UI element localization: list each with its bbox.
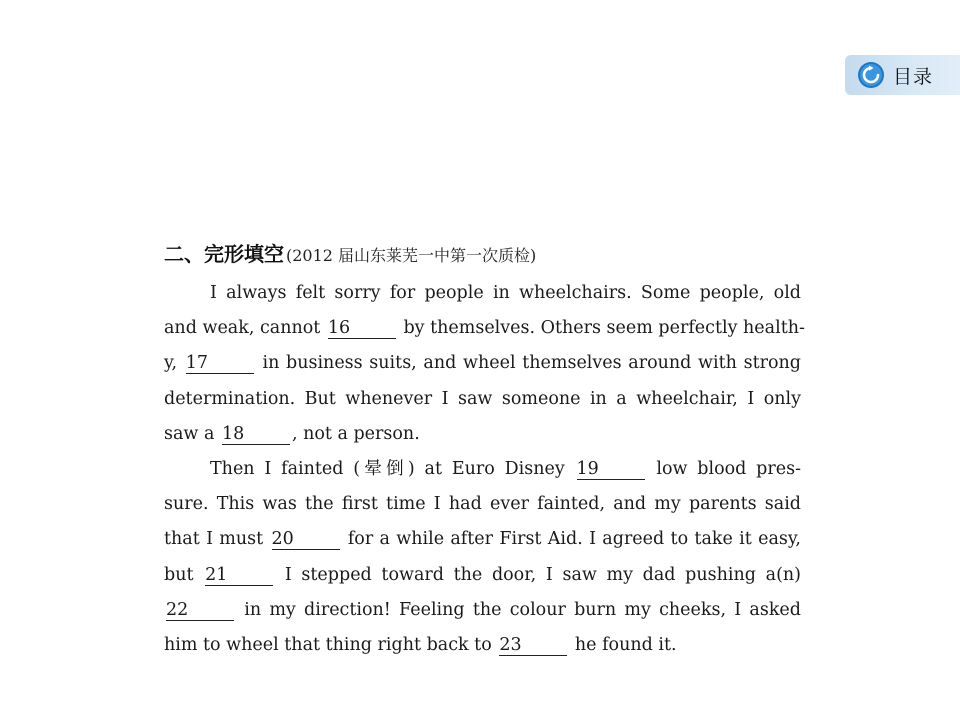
passage-text: determination. But whenever I saw someone in a wheelchair, I only xyxy=(164,388,801,409)
passage-line xyxy=(164,593,801,628)
passage-text: in my direction! Feeling the colour burn my cheeks, I asked xyxy=(236,599,801,620)
passage-line xyxy=(164,487,801,522)
passage-text: saw a xyxy=(164,423,220,444)
blank-18[interactable]: 18 xyxy=(222,424,290,445)
passage-text: y, xyxy=(164,353,184,374)
passage-text: sure. This was the first time I had ever fainted, and my parents said xyxy=(164,494,801,515)
passage-text: he found it. xyxy=(569,634,677,655)
passage-text: for a while after First Aid. I agreed to take it easy, xyxy=(341,529,801,550)
refresh-circle-icon xyxy=(857,61,885,89)
passage-text: I stepped toward the door, I saw my dad pushing a(n) xyxy=(275,564,801,585)
passage-line xyxy=(164,522,801,557)
toc-label: 目录 xyxy=(893,65,934,88)
blank-23[interactable]: 23 xyxy=(499,635,567,656)
blank-16[interactable]: 16 xyxy=(328,318,396,339)
section-title: 二、完形填空 xyxy=(164,242,284,266)
passage-line xyxy=(164,417,801,452)
blank-17[interactable]: 17 xyxy=(186,353,254,374)
passage-line xyxy=(164,276,801,311)
passage-text: him to wheel that thing right back to xyxy=(164,634,498,655)
passage-text: by themselves. Others seem perfectly health- xyxy=(397,318,805,339)
passage xyxy=(164,276,805,663)
passage-text: in business suits, and wheel themselves around with strong xyxy=(255,353,801,374)
passage-text: that I must xyxy=(164,529,270,550)
passage-line xyxy=(164,382,801,417)
passage-text: and weak, cannot xyxy=(164,318,326,339)
passage-text: I always felt sorry for people in wheelchairs. Some people, old xyxy=(210,283,801,303)
toc-button[interactable] xyxy=(845,55,960,95)
passage-text: but xyxy=(164,564,204,585)
section-heading xyxy=(164,238,801,276)
blank-21[interactable]: 21 xyxy=(205,565,273,586)
passage-text: Then I fainted (晕倒) at Euro Disney xyxy=(210,458,575,479)
blank-22[interactable]: 22 xyxy=(166,600,234,621)
passage-line xyxy=(164,558,801,593)
blank-19[interactable]: 19 xyxy=(577,459,645,480)
passage-line xyxy=(164,346,801,381)
passage-text: , not a person. xyxy=(291,423,420,444)
cloze-section xyxy=(164,238,805,663)
blank-20[interactable]: 20 xyxy=(272,529,340,550)
passage-line xyxy=(164,452,801,487)
section-source: (2012 届山东莱芜一中第一次质检) xyxy=(286,246,537,265)
passage-line xyxy=(164,311,805,346)
passage-line xyxy=(164,628,801,663)
passage-text: low blood pres- xyxy=(646,458,801,479)
